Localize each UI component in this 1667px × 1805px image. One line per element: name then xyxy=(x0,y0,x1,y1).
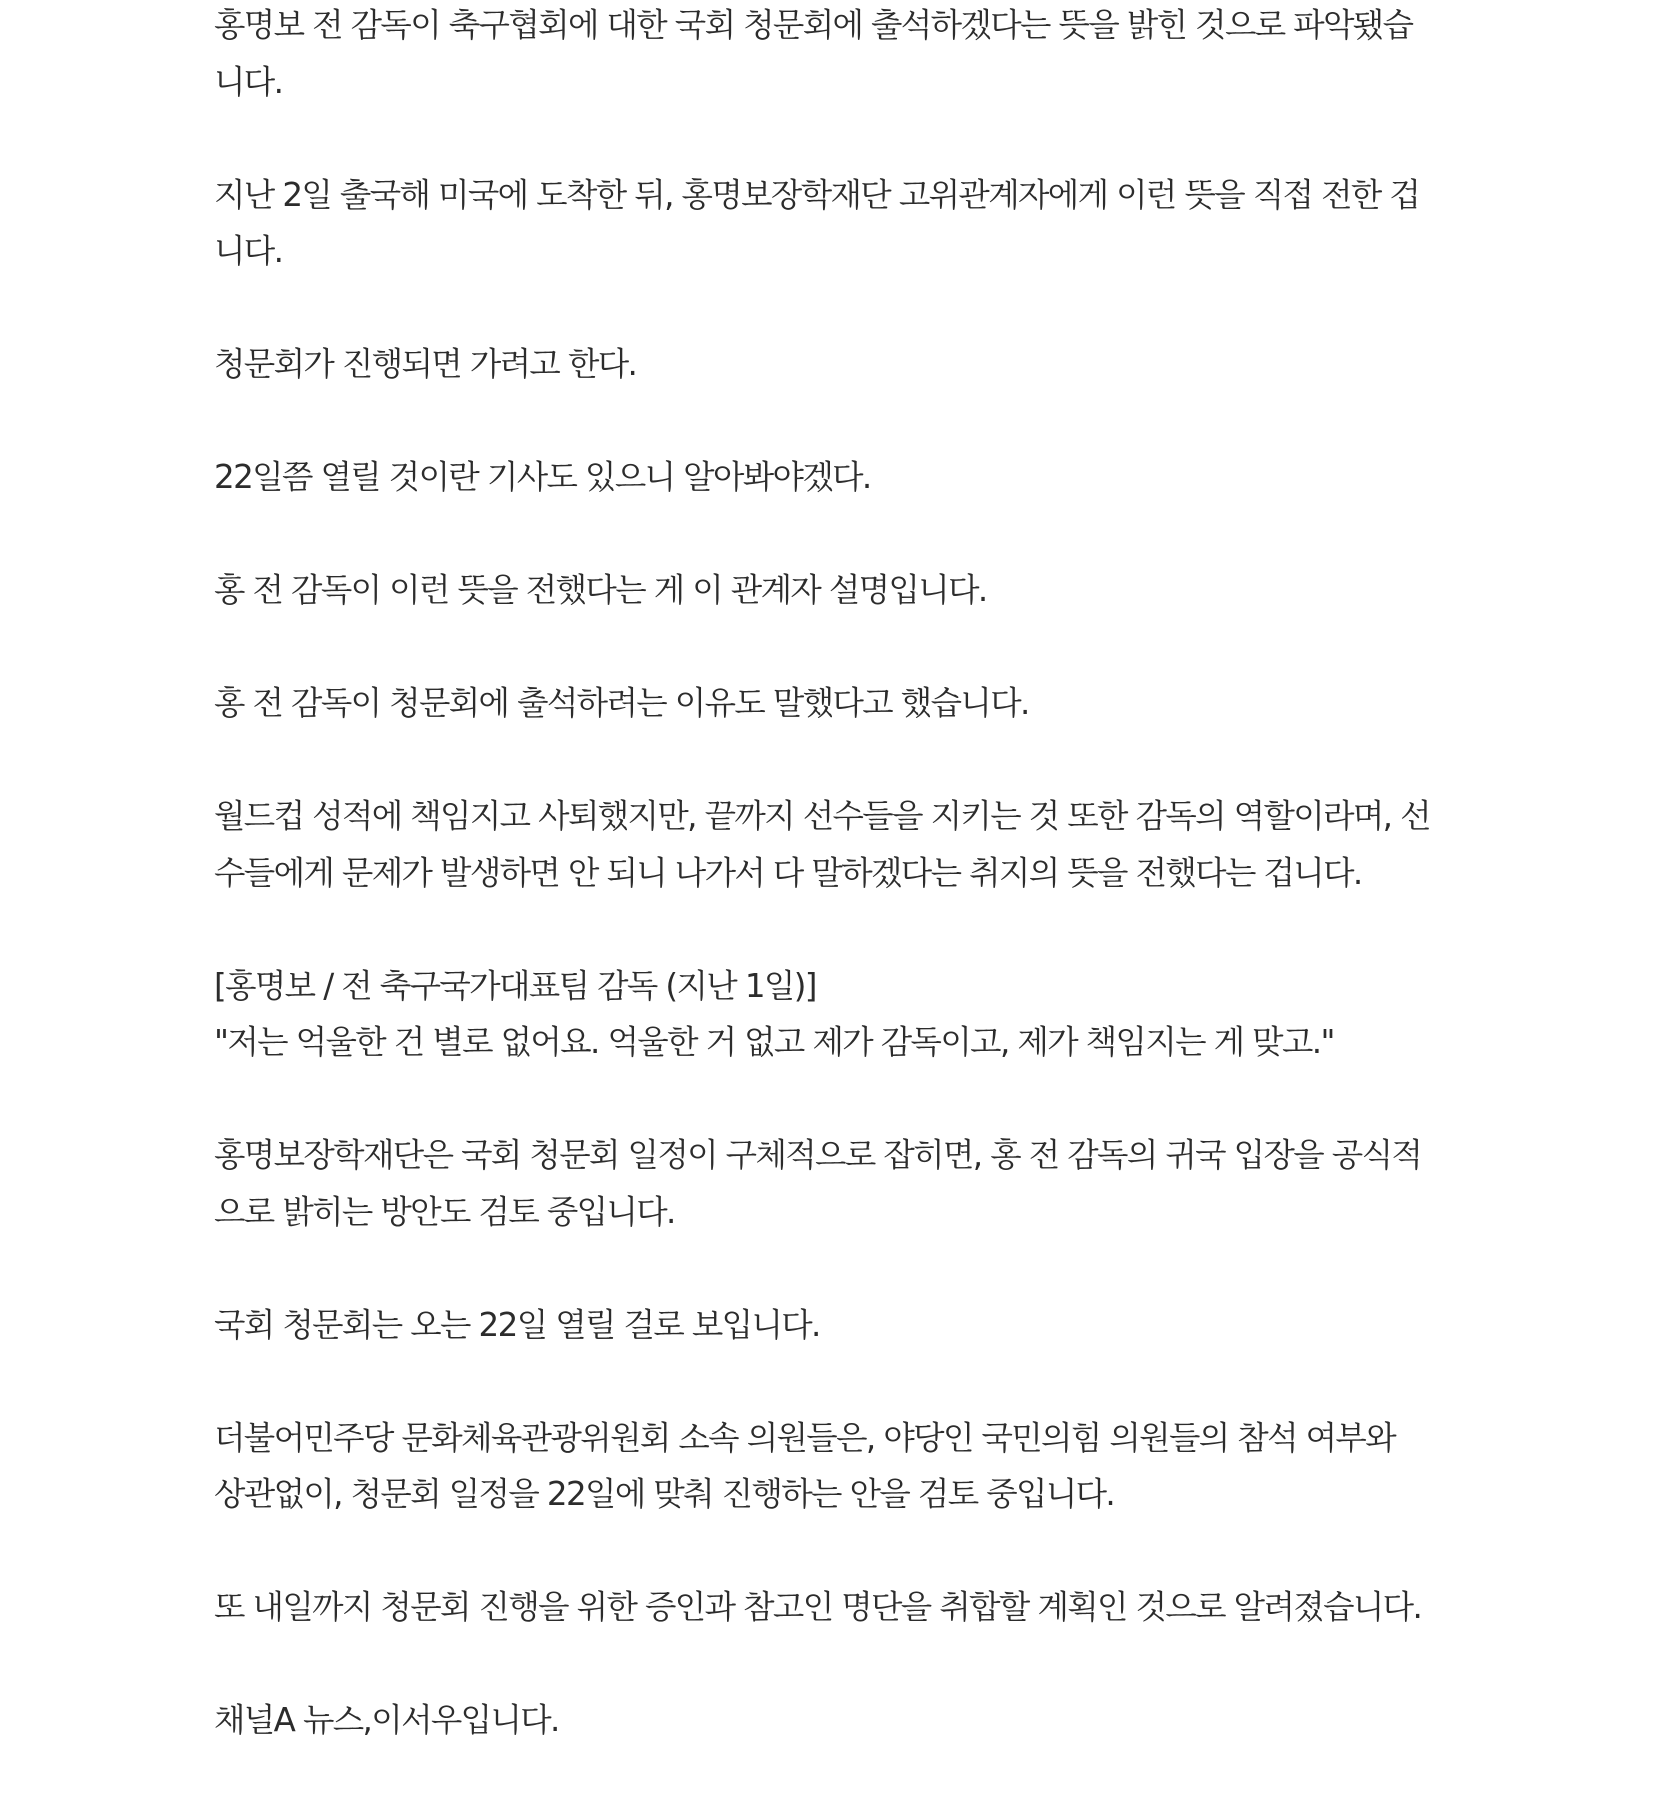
paragraph xyxy=(214,167,1464,280)
quote-text: "저는 억울한 건 별로 없어요. 억울한 거 없고 제가 감독이고, 제가 책임지는 게 맞고." xyxy=(214,1023,1334,1061)
text-line: 수들에게 문제가 발생하면 안 되니 나가서 다 말하겠다는 취지의 뜻을 전했다는 겁니다. xyxy=(214,853,1362,892)
paragraph xyxy=(214,449,1464,506)
paragraph xyxy=(214,788,1464,901)
text-line: 지난 2일 출국해 미국에 도착한 뒤, 홍명보장학재단 고위관계자에게 이런 뜻을 직접 전한 겁 xyxy=(214,175,1420,214)
paragraph xyxy=(214,1579,1464,1636)
text-line: 국회 청문회는 오는 22일 열릴 걸로 보입니다. xyxy=(214,1305,820,1344)
text-line: 청문회가 진행되면 가려고 한다. xyxy=(214,345,637,383)
text-line: 홍명보 전 감독이 축구협회에 대한 국회 청문회에 출석하겠다는 뜻을 밝힌 것으로 파악됐습 xyxy=(214,6,1413,44)
paragraph xyxy=(214,562,1464,619)
text-line: 니다. xyxy=(214,62,283,101)
paragraph xyxy=(214,0,1464,110)
text-line: 22일쯤 열릴 것이란 기사도 있으니 알아봐야겠다. xyxy=(214,458,871,496)
text-line: 니다. xyxy=(214,232,283,270)
paragraph xyxy=(214,1410,1464,1523)
text-line: 으로 밝히는 방안도 검토 중입니다. xyxy=(214,1192,675,1231)
quote-attribution: [홍명보 / 전 축구국가대표팀 감독 (지난 1일)] xyxy=(214,966,816,1005)
text-line: 홍 전 감독이 청문회에 출석하려는 이유도 말했다고 했습니다. xyxy=(214,684,1029,722)
text-line: 월드컵 성적에 책임지고 사퇴했지만, 끝까지 선수들을 지키는 것 또한 감독의 역할이라며, 선 xyxy=(214,797,1430,835)
paragraph xyxy=(214,336,1464,393)
quote-block xyxy=(214,958,1464,1071)
text-line: 채널A 뉴스,이서우입니다. xyxy=(214,1701,559,1739)
article-body xyxy=(214,0,1464,1805)
text-line: 홍 전 감독이 이런 뜻을 전했다는 게 이 관계자 설명입니다. xyxy=(214,571,987,609)
text-line: 상관없이, 청문회 일정을 22일에 맞춰 진행하는 안을 검토 중입니다. xyxy=(214,1475,1115,1513)
text-line: 또 내일까지 청문회 진행을 위한 증인과 참고인 명단을 취합할 계획인 것으로 알려졌습니다. xyxy=(214,1588,1422,1626)
paragraph xyxy=(214,675,1464,732)
byline xyxy=(214,1692,1464,1749)
text-line: 더불어민주당 문화체육관광위원회 소속 의원들은, 야당인 국민의힘 의원들의 참석 여부와 xyxy=(214,1418,1395,1457)
text-line: 홍명보장학재단은 국회 청문회 일정이 구체적으로 잡히면, 홍 전 감독의 귀국 입장을 공식적 xyxy=(214,1136,1422,1174)
paragraph xyxy=(214,1127,1464,1240)
paragraph xyxy=(214,1297,1464,1354)
